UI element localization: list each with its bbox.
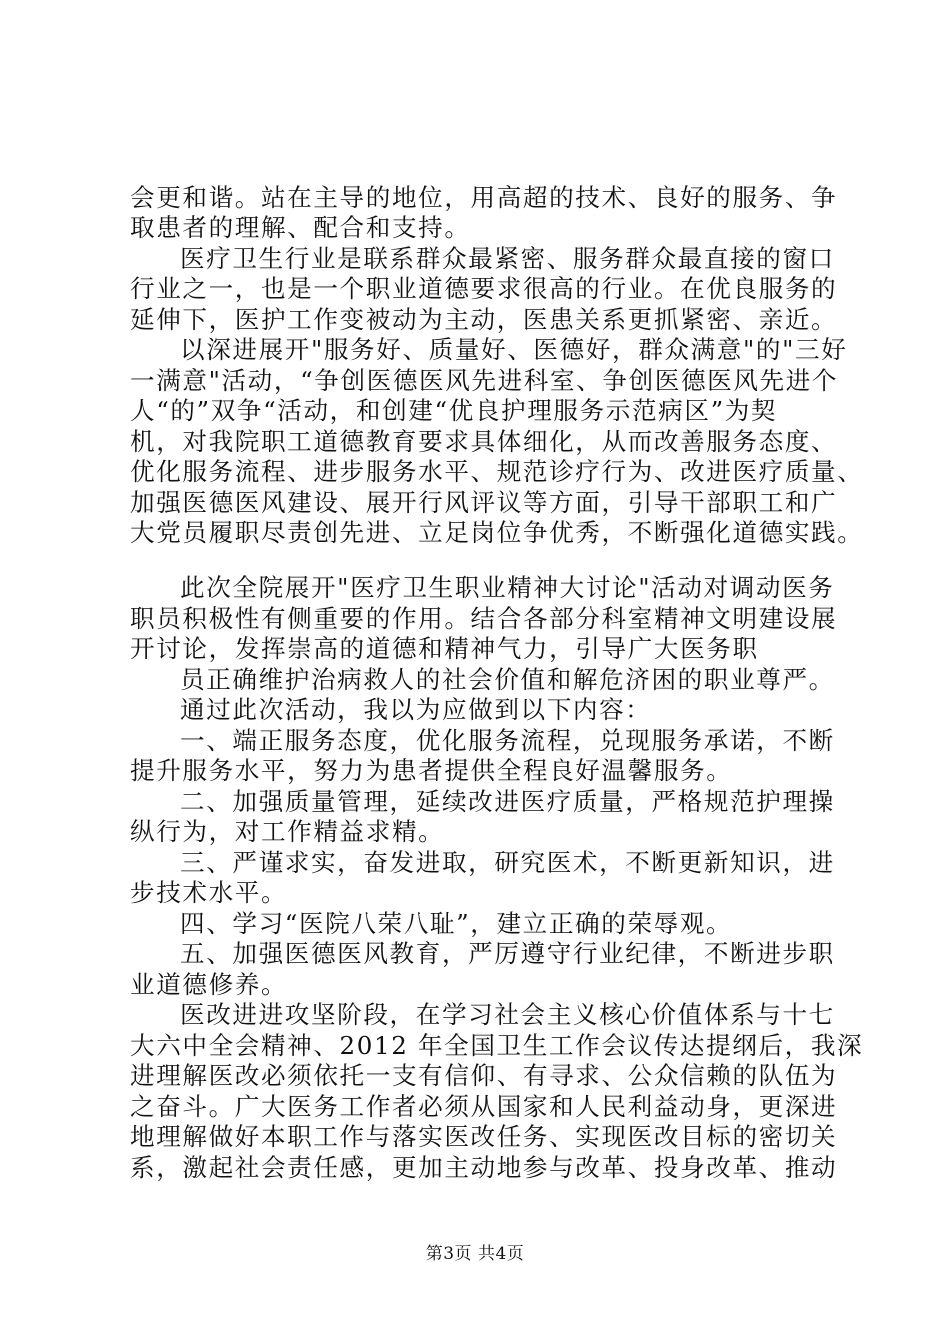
- body-line: 优化服务流程、进步服务水平、规范诊疗行为、改进医疗质量、: [130, 457, 864, 486]
- body-line: 员正确维护治病救人的社会价值和解危济困的职业尊严。: [180, 665, 835, 694]
- body-line: 人“的”双争“活动，和创建“优良护理服务示范病区”为契: [130, 396, 778, 425]
- body-line: 三、严谨求实，奋发进取，研究医术，不断更新知识，进: [180, 848, 835, 877]
- body-line: 加强医德医风建设、展开行风评议等方面，引导干部职工和广: [130, 488, 838, 517]
- body-line: 会更和谐。站在主导的地位，用高超的技术、良好的服务、争: [130, 183, 838, 212]
- body-line: 步技术水平。: [130, 878, 288, 907]
- page-footer: 第3页 共4页: [425, 1244, 525, 1264]
- body-line: 医改进进攻坚阶段，在学习社会主义核心价值体系与十七: [180, 1000, 835, 1029]
- body-line: 开讨论，发挥崇高的道德和精神气力，引导广大医务职: [130, 634, 759, 663]
- body-line: 二、加强质量管理，延续改进医疗质量，严格规范护理操: [180, 787, 835, 816]
- body-line: 提升服务水平，努力为患者提供全程良好温馨服务。: [130, 756, 733, 785]
- body-line: 一满意"活动，“争创医德医风先进科室、争创医德医风先进个: [130, 366, 839, 395]
- body-line: 系，激起社会责任感，更加主动地参与改革、投身改革、推动: [130, 1153, 838, 1182]
- body-line: 五、加强医德医风教育，严厉遵守行业纪律，不断进步职: [180, 939, 835, 968]
- body-line: 职员积极性有侧重要的作用。结合各部分科室精神文明建设展: [130, 604, 838, 633]
- body-line: 业道德修养。: [130, 970, 288, 999]
- body-line: 地理解做好本职工作与落实医改任务、实现医改目标的密切关: [130, 1122, 838, 1151]
- body-line: 行业之一，也是一个职业道德要求很高的行业。在优良服务的: [130, 274, 838, 303]
- body-line: 医疗卫生行业是联系群众最紧密、服务群众最直接的窗口: [180, 244, 835, 273]
- body-line: 进理解医改必须依托一支有信仰、有寻求、公众信赖的队伍为: [130, 1061, 838, 1090]
- body-line: 之奋斗。广大医务工作者必须从国家和人民利益动身，更深进: [130, 1092, 838, 1121]
- body-line: 纵行为，对工作精益求精。: [130, 817, 445, 846]
- body-line: 通过此次活动，我以为应做到以下内容：: [180, 695, 652, 724]
- body-line: 机，对我院职工道德教育要求具体细化，从而改善服务态度、: [130, 427, 838, 456]
- body-line: 取患者的理解、配合和支持。: [130, 213, 471, 242]
- body-line: 大党员履职尽责创先进、立足岗位争优秀，不断强化道德实践。: [130, 518, 864, 547]
- body-line: 延伸下，医护工作变被动为主动，医患关系更抓紧密、亲近。: [130, 305, 838, 334]
- body-line: 四、学习“医院八荣八耻”，建立正确的荣辱观。: [180, 909, 733, 938]
- body-line: 以深进展开"服务好、质量好、医德好，群众满意"的"三好: [180, 335, 848, 364]
- body-line: 此次全院展开"医疗卫生职业精神大讨论"活动对调动医务: [180, 573, 835, 602]
- body-line: 一、端正服务态度，优化服务流程，兑现服务承诺，不断: [180, 726, 835, 755]
- body-line: 大六中全会精神、2012 年全国卫生工作会议传达提纲后，我深: [130, 1031, 864, 1060]
